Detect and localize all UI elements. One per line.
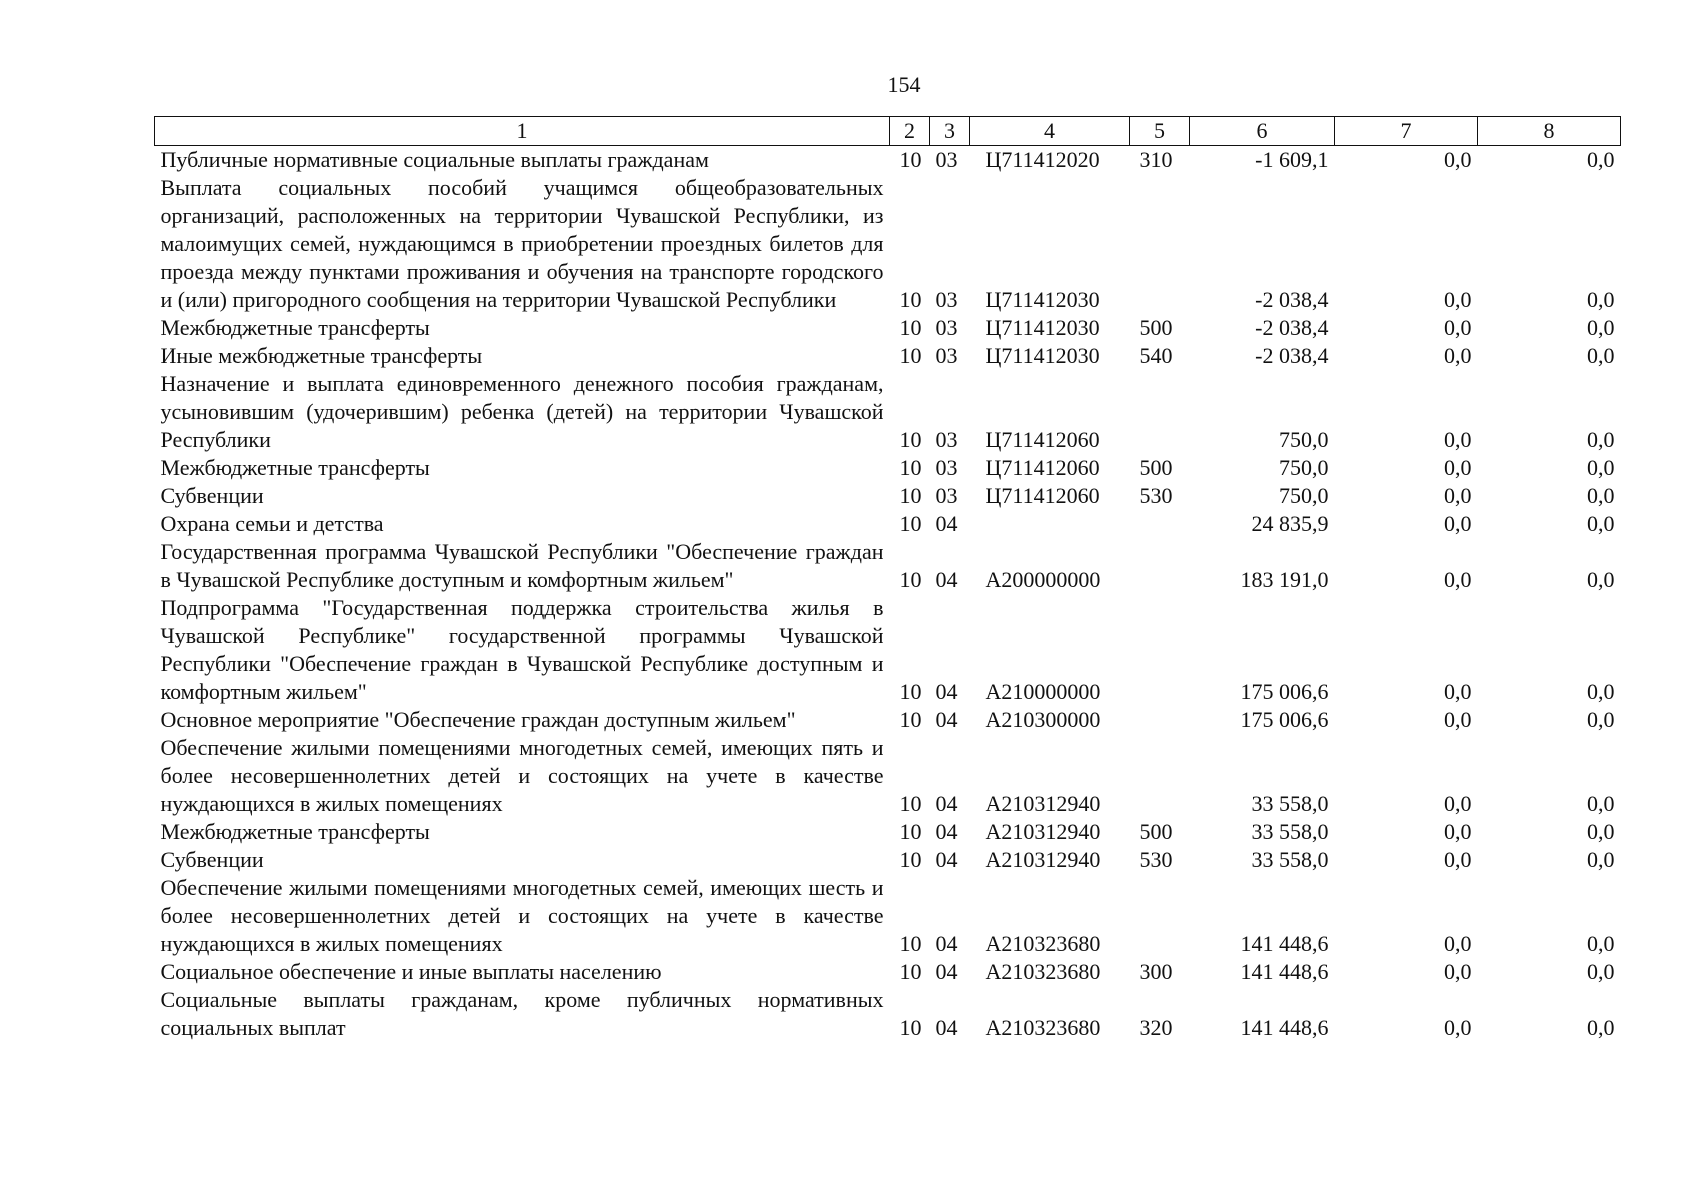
row-amount-8: 0,0 (1587, 343, 1615, 368)
row-subsection: 03 (935, 147, 958, 172)
table-row (155, 594, 1621, 706)
row-amount-6: 141 448,6 (1240, 959, 1329, 984)
row-amount-8: 0,0 (1587, 931, 1615, 956)
row-name: Обеспечение жилыми помещениями многодетных семей, имеющих пять и более несовершеннолетних детей и состоящих на учете в качестве нуждающихся в жилых помещениях (160, 735, 884, 816)
row-target-code: Ц711412030 (985, 315, 1100, 340)
row-subsection: 03 (935, 287, 958, 312)
row-section: 10 (899, 427, 922, 452)
row-expense-type: 530 (1139, 483, 1173, 508)
row-subsection: 03 (935, 315, 958, 340)
row-target-code: А210323680 (985, 931, 1101, 956)
row-amount-7: 0,0 (1444, 287, 1472, 312)
row-amount-7: 0,0 (1444, 567, 1472, 592)
row-amount-6: 33 558,0 (1251, 847, 1329, 872)
row-expense-type (1130, 538, 1190, 594)
row-amount-7: 0,0 (1444, 959, 1472, 984)
row-amount-6: 750,0 (1279, 427, 1329, 452)
row-name: Публичные нормативные социальные выплаты гражданам (160, 147, 709, 172)
row-amount-7: 0,0 (1444, 511, 1472, 536)
row-amount-6: 33 558,0 (1251, 791, 1329, 816)
row-name: Социальное обеспечение и иные выплаты населению (160, 959, 662, 984)
row-expense-type: 540 (1139, 343, 1173, 368)
row-amount-8: 0,0 (1587, 483, 1615, 508)
row-name: Социальные выплаты гражданам, кроме публичных нормативных социальных выплат (160, 987, 884, 1040)
row-amount-7: 0,0 (1444, 483, 1472, 508)
header-col-name: 1 (155, 117, 890, 146)
row-subsection: 03 (935, 455, 958, 480)
table-row (155, 174, 1621, 314)
row-expense-type: 500 (1139, 455, 1173, 480)
row-section: 10 (899, 679, 922, 704)
row-amount-7: 0,0 (1444, 791, 1472, 816)
row-amount-6: 750,0 (1279, 483, 1329, 508)
row-amount-7: 0,0 (1444, 343, 1472, 368)
row-target-code (970, 510, 1130, 538)
table-row (155, 370, 1621, 454)
row-expense-type (1130, 370, 1190, 454)
row-section: 10 (899, 819, 922, 844)
row-target-code: А210323680 (985, 959, 1101, 984)
row-expense-type: 300 (1139, 959, 1173, 984)
header-col-amount-6: 6 (1190, 117, 1335, 146)
row-expense-type (1130, 734, 1190, 818)
row-name: Выплата социальных пособий учащимся общеобразовательных организаций, расположенных на территории Чувашской Республики, из малоимущих семей, нуждающимся в приобретении проездных билетов для проезда между пунктами проживания и обучения на транспорте городского и (или) пригородного сообщения на территории Чувашской Республики (160, 175, 884, 312)
row-section: 10 (899, 147, 922, 172)
row-subsection: 04 (935, 567, 958, 592)
row-section: 10 (899, 791, 922, 816)
row-amount-8: 0,0 (1587, 427, 1615, 452)
table-row (155, 482, 1621, 510)
row-section: 10 (899, 483, 922, 508)
row-subsection: 03 (935, 483, 958, 508)
header-col-section: 2 (890, 117, 930, 146)
row-target-code: А210312940 (985, 819, 1101, 844)
row-name: Иные межбюджетные трансферты (160, 343, 483, 368)
budget-table (154, 116, 1621, 1042)
table-row (155, 510, 1621, 538)
row-name: Подпрограмма "Государственная поддержка строительства жилья в Чувашской Республике" государственной программы Чувашской Республики "Обеспечение граждан в Чувашской Республике доступным и комфортным жильем" (160, 595, 884, 704)
row-name: Субвенции (160, 847, 264, 872)
table-row (155, 818, 1621, 846)
row-amount-8: 0,0 (1587, 567, 1615, 592)
row-target-code: А210300000 (985, 707, 1101, 732)
row-amount-8: 0,0 (1587, 679, 1615, 704)
row-target-code: Ц711412060 (985, 483, 1100, 508)
row-expense-type: 500 (1139, 315, 1173, 340)
table-row (155, 342, 1621, 370)
row-expense-type: 310 (1139, 147, 1173, 172)
table-body (155, 146, 1621, 1043)
row-section: 10 (899, 959, 922, 984)
row-section: 10 (899, 287, 922, 312)
row-name: Охрана семьи и детства (160, 511, 384, 536)
row-subsection: 04 (935, 511, 958, 536)
row-amount-6: 750,0 (1279, 455, 1329, 480)
row-amount-6: 175 006,6 (1240, 679, 1329, 704)
row-subsection: 04 (935, 847, 958, 872)
table-row (155, 706, 1621, 734)
row-name: Основное мероприятие "Обеспечение граждан доступным жильем" (160, 707, 796, 732)
row-section: 10 (899, 567, 922, 592)
row-section: 10 (899, 847, 922, 872)
row-subsection: 03 (935, 343, 958, 368)
row-amount-7: 0,0 (1444, 847, 1472, 872)
header-col-expense-type: 5 (1130, 117, 1190, 146)
row-amount-7: 0,0 (1444, 147, 1472, 172)
page-number: 154 (887, 72, 921, 97)
row-expense-type: 530 (1139, 847, 1173, 872)
row-amount-8: 0,0 (1587, 847, 1615, 872)
row-amount-8: 0,0 (1587, 315, 1615, 340)
row-amount-6: 141 448,6 (1240, 931, 1329, 956)
row-amount-6: 175 006,6 (1240, 707, 1329, 732)
row-target-code: А210000000 (985, 679, 1101, 704)
header-col-amount-8: 8 (1478, 117, 1621, 146)
row-name: Обеспечение жилыми помещениями многодетных семей, имеющих шесть и более несовершеннолетних детей и состоящих на учете в качестве нуждающихся в жилых помещениях (160, 875, 884, 956)
row-subsection: 03 (935, 427, 958, 452)
table-row (155, 846, 1621, 874)
row-amount-7: 0,0 (1444, 427, 1472, 452)
row-amount-6: 141 448,6 (1240, 1015, 1329, 1040)
row-amount-7: 0,0 (1444, 931, 1472, 956)
row-name: Межбюджетные трансферты (160, 315, 430, 340)
row-subsection: 04 (935, 931, 958, 956)
row-amount-8: 0,0 (1587, 819, 1615, 844)
row-amount-6: -2 038,4 (1255, 343, 1329, 368)
row-amount-7: 0,0 (1444, 819, 1472, 844)
row-amount-8: 0,0 (1587, 791, 1615, 816)
row-amount-8: 0,0 (1587, 707, 1615, 732)
row-name: Межбюджетные трансферты (160, 819, 430, 844)
table-row (155, 146, 1621, 175)
row-section: 10 (899, 315, 922, 340)
table-row (155, 734, 1621, 818)
row-amount-8: 0,0 (1587, 511, 1615, 536)
row-name: Субвенции (160, 483, 264, 508)
row-target-code: Ц711412030 (985, 343, 1100, 368)
header-col-subsection: 3 (930, 117, 970, 146)
row-amount-6: -1 609,1 (1255, 147, 1329, 172)
row-expense-type: 320 (1139, 1015, 1173, 1040)
header-col-amount-7: 7 (1335, 117, 1478, 146)
row-target-code: А210312940 (985, 847, 1101, 872)
row-subsection: 04 (935, 959, 958, 984)
row-expense-type (1130, 706, 1190, 734)
row-target-code: Ц711412030 (985, 287, 1100, 312)
row-amount-7: 0,0 (1444, 707, 1472, 732)
row-amount-8: 0,0 (1587, 287, 1615, 312)
row-target-code: Ц711412060 (985, 455, 1100, 480)
table-header (155, 117, 1621, 146)
row-amount-6: -2 038,4 (1255, 287, 1329, 312)
row-section: 10 (899, 511, 922, 536)
table-row (155, 454, 1621, 482)
row-target-code: Ц711412060 (985, 427, 1100, 452)
row-amount-7: 0,0 (1444, 1015, 1472, 1040)
row-expense-type (1130, 174, 1190, 314)
row-amount-6: 183 191,0 (1240, 567, 1329, 592)
row-amount-7: 0,0 (1444, 679, 1472, 704)
row-amount-8: 0,0 (1587, 1015, 1615, 1040)
row-subsection: 04 (935, 679, 958, 704)
row-target-code: А210323680 (985, 1015, 1101, 1040)
row-amount-8: 0,0 (1587, 959, 1615, 984)
row-amount-8: 0,0 (1587, 455, 1615, 480)
row-target-code: А200000000 (985, 567, 1101, 592)
row-section: 10 (899, 1015, 922, 1040)
row-expense-type (1130, 594, 1190, 706)
row-amount-7: 0,0 (1444, 315, 1472, 340)
row-amount-8: 0,0 (1587, 147, 1615, 172)
header-row (155, 117, 1621, 146)
row-subsection: 04 (935, 1015, 958, 1040)
row-section: 10 (899, 455, 922, 480)
row-amount-7: 0,0 (1444, 455, 1472, 480)
table-row (155, 314, 1621, 342)
row-subsection: 04 (935, 819, 958, 844)
row-name: Межбюджетные трансферты (160, 455, 430, 480)
row-target-code: Ц711412020 (985, 147, 1100, 172)
row-section: 10 (899, 343, 922, 368)
row-expense-type (1130, 874, 1190, 958)
row-amount-6: 33 558,0 (1251, 819, 1329, 844)
row-amount-6: -2 038,4 (1255, 315, 1329, 340)
row-section: 10 (899, 931, 922, 956)
table-row (155, 958, 1621, 986)
table-row (155, 538, 1621, 594)
table-row (155, 986, 1621, 1042)
row-target-code: А210312940 (985, 791, 1101, 816)
row-subsection: 04 (935, 707, 958, 732)
header-col-target: 4 (970, 117, 1130, 146)
row-name: Государственная программа Чувашской Республики "Обеспечение граждан в Чувашской Республике доступным и комфортным жильем" (160, 539, 884, 592)
row-section: 10 (899, 707, 922, 732)
row-expense-type: 500 (1139, 819, 1173, 844)
table-row (155, 874, 1621, 958)
row-name: Назначение и выплата единовременного денежного пособия гражданам, усыновившим (удочерившим) ребенка (детей) на территории Чувашской Республики (160, 371, 884, 452)
row-amount-6: 24 835,9 (1251, 511, 1329, 536)
row-expense-type (1130, 510, 1190, 538)
row-subsection: 04 (935, 791, 958, 816)
